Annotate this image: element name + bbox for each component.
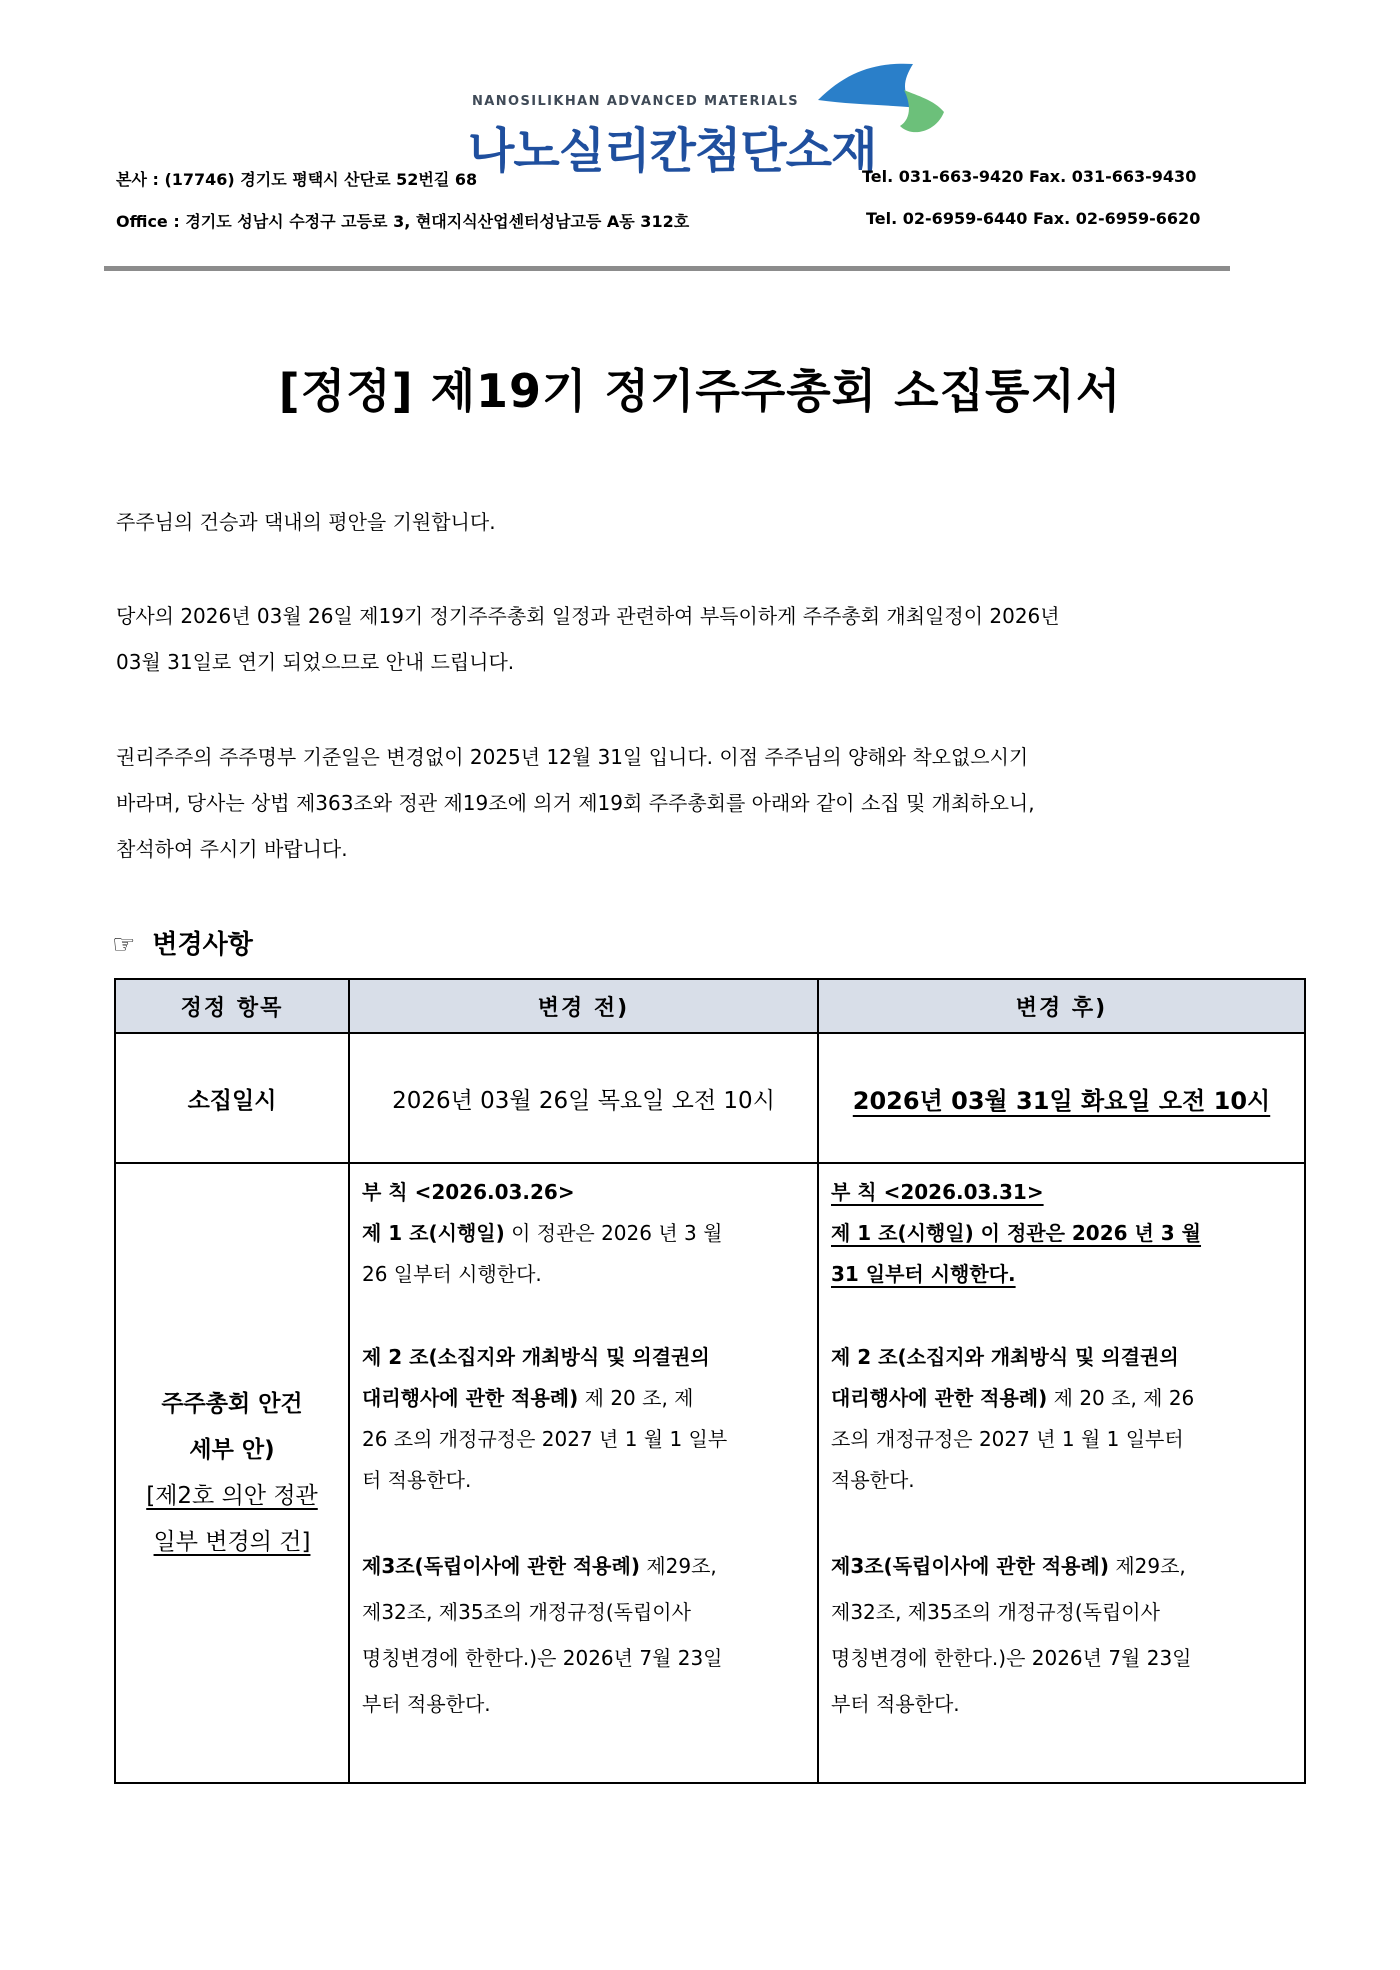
pointing-hand-icon: ☞ [112, 930, 136, 960]
paragraph-line: 참석하여 주시기 바랍니다. [116, 837, 348, 861]
articles-before [349, 1163, 818, 1783]
article-text: 제 20 조, 제 26 [1047, 1386, 1195, 1410]
company-logo [460, 60, 950, 179]
article-text: 부터 적용한다. [831, 1692, 960, 1716]
paragraph-line: 바라며, 당사는 상법 제363조와 정관 제19조에 의거 제19회 주주총회를 아래와 같이 소집 및 개최하오니, [116, 791, 1035, 815]
row-label-line: 주주총회 안건 [161, 1391, 303, 1417]
document-title: [정정] 제19기 정기주주총회 소집통지서 [278, 364, 1122, 418]
column-header: 변경 전) [349, 979, 818, 1033]
article-title: 제 1 조(시행일) [362, 1221, 505, 1245]
table-header-row [115, 979, 1305, 1033]
article-title: 제 2 조(소집지와 개최방식 및 의결권의 [831, 1345, 1179, 1369]
article-text: 제32조, 제35조의 개정규정(독립이사 [362, 1600, 691, 1624]
date-before: 2026년 03월 26일 목요일 오전 10시 [349, 1033, 818, 1163]
article-text: 명칭변경에 한한다.)은 2026년 7월 23일 [362, 1646, 723, 1670]
header-divider [104, 266, 1230, 271]
section-heading [112, 924, 253, 961]
article-text: 26 조의 개정규정은 2027 년 1 월 1 일부 [362, 1427, 728, 1451]
article-text: 제32조, 제35조의 개정규정(독립이사 [831, 1600, 1160, 1624]
office-address: Office : 경기도 성남시 수정구 고등로 3, 현대지식산업센터성남고등 A동 312호 [116, 212, 690, 231]
row-label-line: 세부 안) [189, 1437, 275, 1463]
row-label-line: 일부 변경의 건] [153, 1529, 311, 1555]
date-after: 2026년 03월 31일 화요일 오전 10시 [852, 1086, 1271, 1115]
article-text: 부터 적용한다. [362, 1692, 491, 1716]
company-name-en: NANOSILIKHAN ADVANCED MATERIALS [472, 94, 800, 109]
article-text: 31 일부터 시행한다. [831, 1262, 1016, 1286]
section-heading-label: 변경사항 [152, 930, 253, 960]
article-title: 제 2 조(소집지와 개최방식 및 의결권의 [362, 1345, 710, 1369]
article-text: 제29조, [639, 1554, 717, 1578]
article-text: 조의 개정규정은 2027 년 1 월 1 일부터 [831, 1427, 1184, 1451]
article-title: 제3조(독립이사에 관한 적용례) [362, 1554, 640, 1578]
row-label [115, 1163, 349, 1783]
hq-address: 본사 : (17746) 경기도 평택시 산단로 52번길 68 [116, 170, 478, 189]
article-text: 터 적용한다. [362, 1468, 472, 1492]
article-text: 적용한다. [831, 1468, 915, 1492]
article-text: 제 1 조(시행일) 이 정관은 2026 년 3 월 [831, 1221, 1202, 1245]
article-text: 이 정관은 2026 년 3 월 [504, 1221, 723, 1245]
article-text: 26 일부터 시행한다. [362, 1262, 542, 1286]
date-after-cell [818, 1033, 1305, 1163]
column-header: 정정 항목 [115, 979, 349, 1033]
company-name-ko: 나노실리칸첨단소재 [468, 123, 877, 179]
supplement-heading: 부 칙 <2026.03.31> [831, 1180, 1044, 1204]
changes-table [114, 978, 1306, 1784]
paragraph-line: 권리주주의 주주명부 기준일은 변경없이 2025년 12월 31일 입니다. 이점 주주님의 양해와 착오없으시기 [116, 745, 1029, 769]
article-text: 제29조, [1108, 1554, 1186, 1578]
row-label: 소집일시 [115, 1033, 349, 1163]
paragraph-record-date [116, 734, 1296, 872]
logo-swoosh-icon [808, 60, 948, 140]
greeting: 주주님의 건승과 댁내의 평안을 기원합니다. [116, 510, 496, 534]
article-text: 제 20 조, 제 [578, 1386, 694, 1410]
table-row-meeting-date [115, 1033, 1305, 1163]
paragraph-line: 03월 31일로 연기 되었으므로 안내 드립니다. [116, 650, 515, 674]
column-header: 변경 후) [818, 979, 1305, 1033]
supplement-heading: 부 칙 <2026.03.26> [362, 1180, 575, 1204]
office-contact: Tel. 02-6959-6440 Fax. 02-6959-6620 [866, 209, 1201, 228]
article-title: 제3조(독립이사에 관한 적용례) [831, 1554, 1109, 1578]
article-title: 대리행사에 관한 적용례) [831, 1386, 1048, 1410]
paragraph-line: 당사의 2026년 03월 26일 제19기 정기주주총회 일정과 관련하여 부득이하게 주주총회 개최일정이 2026년 [116, 604, 1060, 628]
table-row-agenda-detail [115, 1163, 1305, 1783]
paragraph-postponement [116, 593, 1296, 685]
hq-contact: Tel. 031-663-9420 Fax. 031-663-9430 [862, 167, 1197, 186]
row-label-line: [제2호 의안 정관 [146, 1483, 318, 1509]
article-title: 대리행사에 관한 적용례) [362, 1386, 579, 1410]
article-text: 명칭변경에 한한다.)은 2026년 7월 23일 [831, 1646, 1192, 1670]
articles-after [818, 1163, 1305, 1783]
